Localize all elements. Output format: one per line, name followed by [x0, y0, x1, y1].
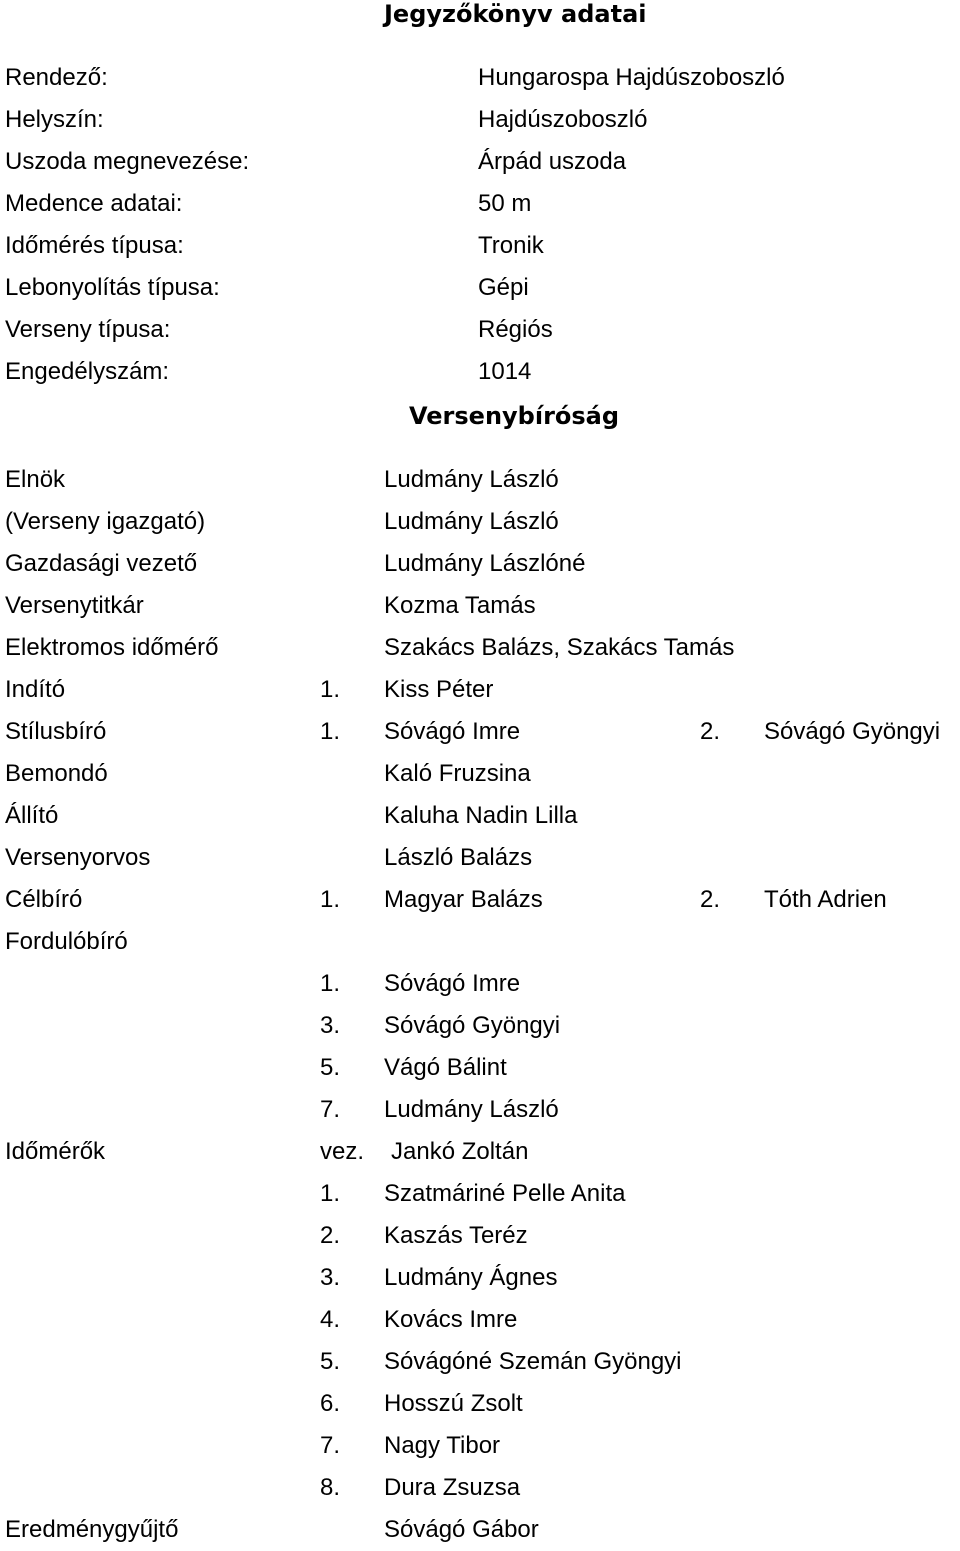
fordulo-name: Sóvágó Gyöngyi	[384, 1012, 561, 1039]
jury-value-cel-1: Magyar Balázs	[384, 886, 543, 913]
detail-value-rendezo: Hungarospa Hajdúszoboszló	[478, 64, 785, 91]
jury-value-stilus-1: Sóvágó Imre	[384, 718, 521, 745]
idomerok-lead-name: Jankó Zoltán	[391, 1138, 529, 1165]
detail-value-lebonyolitas: Gépi	[478, 274, 529, 301]
fordulo-num: 3.	[320, 1012, 341, 1039]
jury-label-elnok: Elnök	[5, 466, 66, 493]
idomero-num: 7.	[320, 1432, 341, 1459]
jury-value-igazgato: Ludmány László	[384, 508, 559, 535]
jury-num-indito-1: 1.	[320, 676, 341, 703]
idomero-num: 1.	[320, 1180, 341, 1207]
jury-value-cel-2: Tóth Adrien	[764, 886, 887, 913]
jury-label-orvos: Versenyorvos	[5, 844, 151, 871]
jury-num-cel-1: 1.	[320, 886, 341, 913]
jury-value-eredmeny: Sóvágó Gábor	[384, 1516, 539, 1543]
idomero-name: Kovács Imre	[384, 1306, 518, 1333]
jury-num-stilus-2: 2.	[700, 718, 721, 745]
fordulo-num: 5.	[320, 1054, 341, 1081]
fordulo-name: Ludmány László	[384, 1096, 559, 1123]
jury-label-bemondo: Bemondó	[5, 760, 108, 787]
jury-value-allito: Kaluha Nadin Lilla	[384, 802, 578, 829]
jury-label-indito: Indító	[5, 676, 66, 703]
jury-label-igazgato: (Verseny igazgató)	[5, 508, 206, 535]
detail-value-medence: 50 m	[478, 190, 532, 217]
fordulo-name: Vágó Bálint	[384, 1054, 507, 1081]
detail-value-helyszin: Hajdúszoboszló	[478, 106, 648, 133]
detail-label-lebonyolitas: Lebonyolítás típusa:	[5, 274, 220, 301]
detail-label-idomeres: Időmérés típusa:	[5, 232, 184, 259]
idomero-name: Szatmáriné Pelle Anita	[384, 1180, 626, 1207]
jury-num-cel-2: 2.	[700, 886, 721, 913]
jury-label-stilus: Stílusbíró	[5, 718, 107, 745]
jury-value-elnok: Ludmány László	[384, 466, 559, 493]
idomero-name: Ludmány Ágnes	[384, 1264, 558, 1291]
idomero-name: Dura Zsuzsa	[384, 1474, 521, 1501]
jury-label-allito: Állító	[5, 802, 59, 829]
detail-value-uszoda: Árpád uszoda	[478, 148, 627, 175]
idomero-num: 3.	[320, 1264, 341, 1291]
jury-value-stilus-2: Sóvágó Gyöngyi	[764, 718, 941, 745]
detail-label-medence: Medence adatai:	[5, 190, 183, 217]
jury-label-cel: Célbíró	[5, 886, 83, 913]
idomero-num: 6.	[320, 1390, 341, 1417]
detail-label-rendezo: Rendező:	[5, 64, 108, 91]
detail-label-engedely: Engedélyszám:	[5, 358, 170, 385]
jury-value-indito-1: Kiss Péter	[384, 676, 494, 703]
jury-label-fordulo: Fordulóbíró	[5, 928, 128, 955]
document-title: Jegyzőkönyv adatai	[384, 0, 647, 28]
detail-value-engedely: 1014	[478, 358, 532, 385]
detail-value-verseny: Régiós	[478, 316, 553, 343]
detail-label-helyszin: Helyszín:	[5, 106, 104, 133]
idomero-name: Hosszú Zsolt	[384, 1390, 523, 1417]
idomero-name: Kaszás Teréz	[384, 1222, 528, 1249]
fordulo-num: 1.	[320, 970, 341, 997]
jury-label-titkar: Versenytitkár	[5, 592, 144, 619]
idomero-num: 2.	[320, 1222, 341, 1249]
idomero-name: Nagy Tibor	[384, 1432, 501, 1459]
fordulo-num: 7.	[320, 1096, 341, 1123]
jury-num-stilus-1: 1.	[320, 718, 341, 745]
jury-label-elektromos: Elektromos időmérő	[5, 634, 219, 661]
jury-label-idomerok: Időmérők	[5, 1138, 106, 1165]
idomero-name: Sóvágóné Szemán Gyöngyi	[384, 1348, 682, 1375]
detail-label-verseny: Verseny típusa:	[5, 316, 171, 343]
jury-value-bemondo: Kaló Fruzsina	[384, 760, 531, 787]
detail-value-idomeres: Tronik	[478, 232, 544, 259]
idomerok-lead-num: vez.	[320, 1138, 365, 1165]
fordulo-name: Sóvágó Imre	[384, 970, 521, 997]
idomero-num: 4.	[320, 1306, 341, 1333]
idomero-num: 5.	[320, 1348, 341, 1375]
jury-value-orvos: László Balázs	[384, 844, 533, 871]
detail-label-uszoda: Uszoda megnevezése:	[5, 148, 250, 175]
jury-label-gazdasagi: Gazdasági vezető	[5, 550, 198, 577]
jury-value-elektromos: Szakács Balázs, Szakács Tamás	[384, 634, 735, 661]
jury-heading: Versenybíróság	[409, 402, 620, 430]
idomero-num: 8.	[320, 1474, 341, 1501]
jury-value-titkar: Kozma Tamás	[384, 592, 536, 619]
jury-value-gazdasagi: Ludmány Lászlóné	[384, 550, 586, 577]
jury-label-eredmeny: Eredménygyűjtő	[5, 1516, 179, 1543]
